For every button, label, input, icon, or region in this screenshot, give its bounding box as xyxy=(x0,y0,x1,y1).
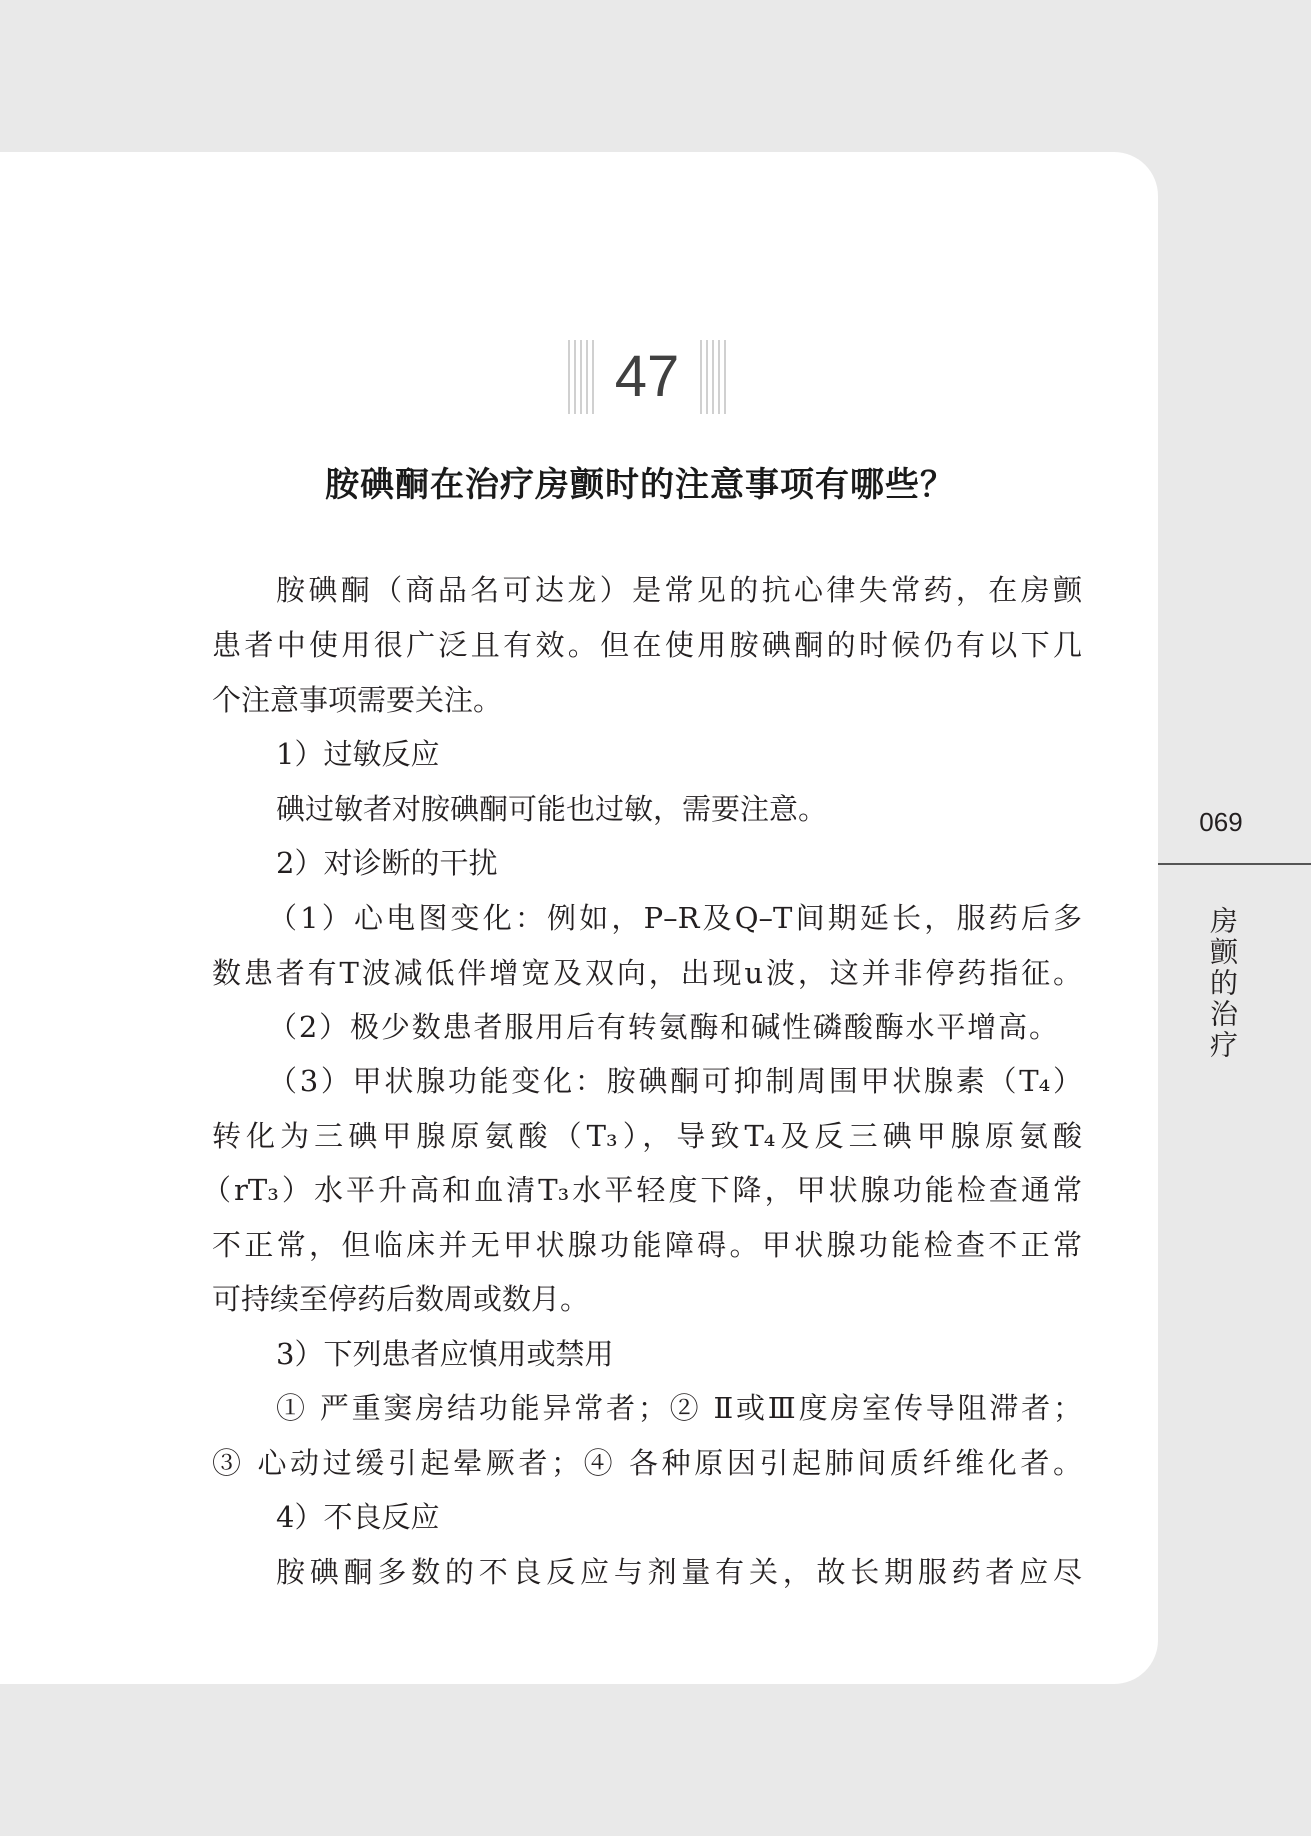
body-line: 不正常，但临床并无甲状腺功能障碍。甲状腺功能检查不正常 xyxy=(212,1228,1082,1262)
body-line: 可持续至停药后数周或数月。 xyxy=(212,1282,590,1316)
page-number: 069 xyxy=(1199,807,1243,837)
margin-divider xyxy=(1158,863,1311,865)
body-line: （3）甲状腺功能变化：胺碘酮可抑制周围甲状腺素（T₄） xyxy=(268,1064,1082,1098)
running-section-label: 房颤的治疗 xyxy=(1206,906,1239,1061)
chapter-number: 47 xyxy=(614,344,680,409)
decorative-bars-right xyxy=(700,340,726,414)
body-line: 胺碘酮（商品名可达龙）是常见的抗心律失常药，在房颤 xyxy=(276,573,1082,607)
list-heading: 3）下列患者应慎用或禁用 xyxy=(276,1337,614,1371)
decorative-bars-left xyxy=(568,340,594,414)
body-line: 胺碘酮多数的不良反应与剂量有关，故长期服药者应尽 xyxy=(276,1555,1082,1589)
body-line: （rT₃）水平升高和血清T₃水平轻度下降，甲状腺功能检查通常 xyxy=(202,1173,1082,1207)
body-line: 患者中使用很广泛且有效。但在使用胺碘酮的时候仍有以下几 xyxy=(212,628,1082,662)
body-line: ① 严重窦房结功能异常者；② Ⅱ或Ⅲ度房室传导阻滞者； xyxy=(276,1391,1082,1425)
list-heading: 1）过敏反应 xyxy=(276,737,440,771)
body-line: 转化为三碘甲腺原氨酸（T₃），导致T₄及反三碘甲腺原氨酸 xyxy=(212,1119,1082,1153)
section-title: 胺碘酮在治疗房颤时的注意事项有哪些？ xyxy=(325,465,955,505)
list-heading: 4）不良反应 xyxy=(276,1500,440,1534)
chapter-number-badge xyxy=(568,340,726,414)
body-line: （1）心电图变化：例如，P–R及Q–T间期延长，服药后多 xyxy=(268,901,1082,935)
list-heading: 2）对诊断的干扰 xyxy=(276,846,498,880)
body-line: ③ 心动过缓引起晕厥者；④ 各种原因引起肺间质纤维化者。 xyxy=(212,1446,1082,1480)
body-line: 数患者有T波减低伴增宽及双向，出现u波，这并非停药指征。 xyxy=(212,956,1082,990)
body-line: 碘过敏者对胺碘酮可能也过敏，需要注意。 xyxy=(276,792,828,826)
body-line: （2）极少数患者服用后有转氨酶和碱性磷酸酶水平增高。 xyxy=(268,1010,1058,1044)
body-line: 个注意事项需要关注。 xyxy=(212,683,503,717)
